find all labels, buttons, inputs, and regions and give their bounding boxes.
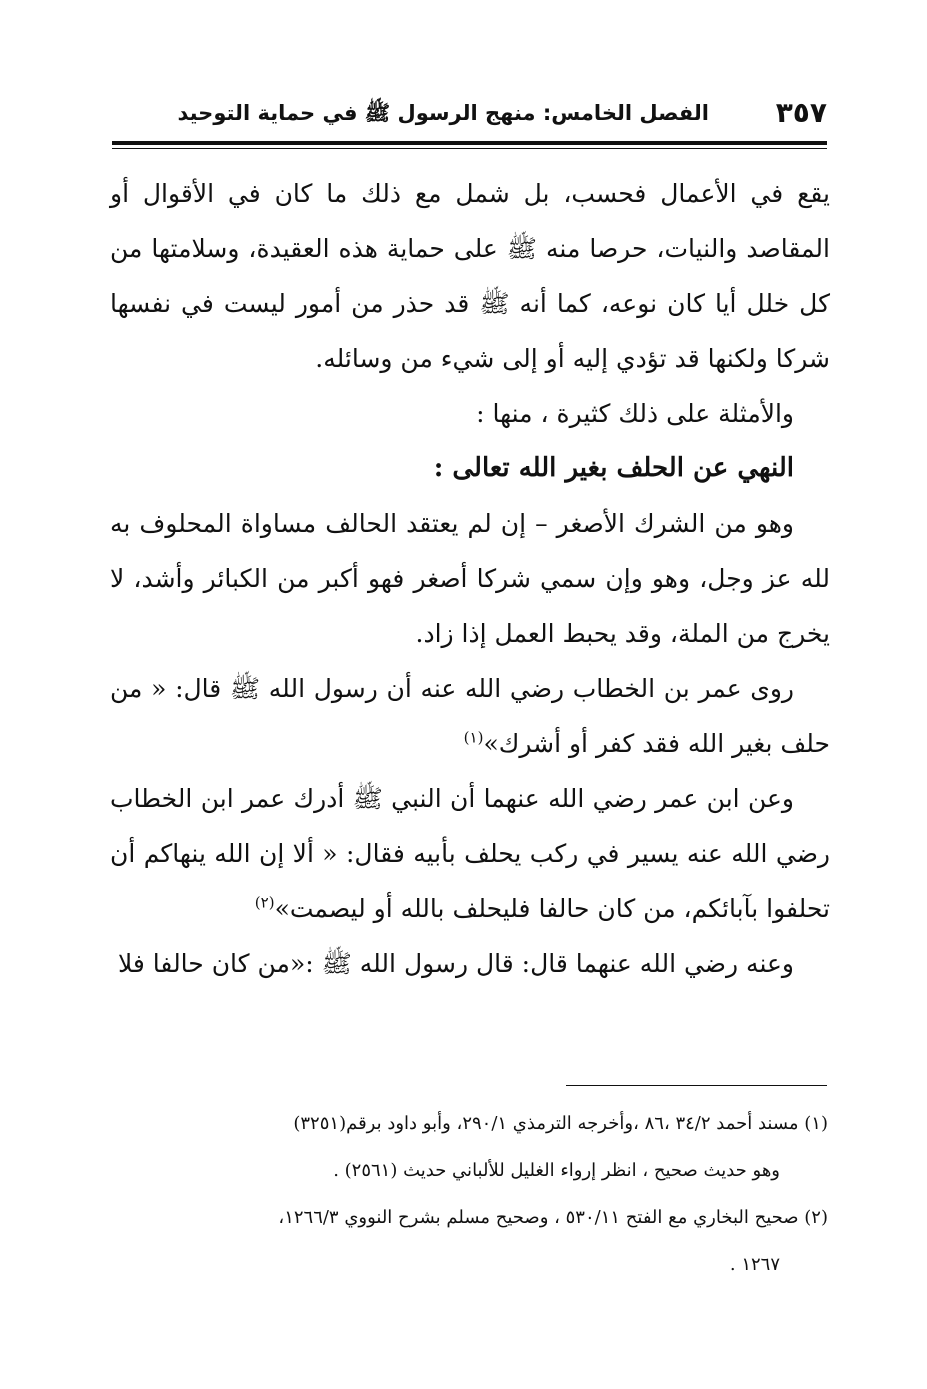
footnote-separator — [566, 1085, 827, 1086]
paragraph-1: يقع في الأعمال فحسب، بل شمل مع ذلك ما كان في الأقوال أو المقاصد والنيات، حرصا منه ﷺ على حماية هذه العقيدة، وسلامتها من كل خلل أيا كان نوعه، كما أنه ﷺ قد حذر من أمور ليست في نفسها شركا ولكنها قد تؤدي إليه أو إلى شيء من وسائله. — [110, 179, 830, 373]
header-rule-thick — [112, 141, 827, 145]
paragraph-5-text: وعن ابن عمر رضي الله عنهما أن النبي ﷺ أدرك عمر ابن الخطاب رضي الله عنه يسير في ركب يحلف بأبيه فقال: « ألا إن الله ينهاكم أن تحلفوا بآبائكم، من كان حالفا فليحلف بالله أو ليصمت» — [110, 784, 830, 923]
main-text — [110, 166, 830, 991]
footnote-2-line-1: (٢) صحيح البخاري مع الفتح ٥٣٠/١١ ، وصحيح مسلم بشرح النووي ١٢٦٦/٣، — [278, 1207, 828, 1228]
footnotes — [110, 1100, 828, 1288]
paragraph-5 — [110, 771, 830, 936]
running-header — [112, 96, 827, 142]
footnote-marker-1: (١) — [463, 728, 484, 747]
footnote-1-line-1: (١) مسند أحمد ٣٤/٢ ،٨٦ ،وأخرجه الترمذي ٢٩٠/١، وأبو داود برقم(٣٢٥١) — [293, 1113, 828, 1134]
footnote-marker-2: (٢) — [254, 893, 275, 912]
page-number: ٣٥٧ — [775, 96, 827, 129]
paragraph-4 — [110, 661, 830, 771]
paragraph-4-text: روى عمر بن الخطاب رضي الله عنه أن رسول الله ﷺ قال: « من حلف بغير الله فقد كفر أو أشرك» — [110, 674, 830, 758]
paragraph-6: وعنه رضي الله عنهما قال: قال رسول الله ﷺ :«من كان حالفا فلا — [117, 949, 794, 978]
header-rule-thin — [112, 148, 827, 149]
chapter-title: الفصل الخامس: منهج الرسول ﷺ في حماية التوحيد — [177, 101, 709, 125]
paragraph-2: والأمثلة على ذلك كثيرة ، منها : — [476, 399, 794, 428]
footnote-1-line-2: وهو حديث صحيح ، انظر إرواء الغليل للألباني حديث (٢٥٦١) . — [333, 1160, 780, 1181]
footnote-2-line-2: ١٢٦٧ . — [729, 1254, 780, 1275]
section-heading: النهي عن الحلف بغير الله تعالى : — [433, 453, 794, 483]
paragraph-3: وهو من الشرك الأصغر – إن لم يعتقد الحالف مساواة المحلوف به لله عز وجل، وهو وإن سمي شركا أصغر فهو أكبر من الكبائر وأشد، لا يخرج من الملة، وقد يحبط العمل إذا زاد. — [110, 509, 830, 648]
